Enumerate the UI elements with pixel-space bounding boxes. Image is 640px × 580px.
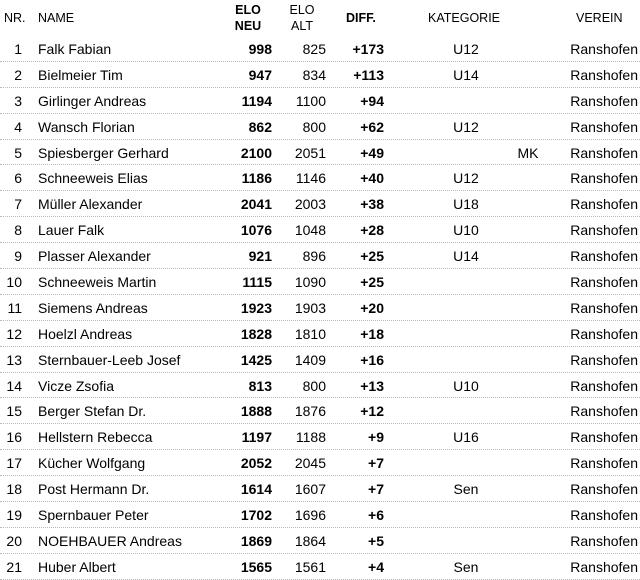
verein-cell: Ranshofen — [570, 377, 638, 394]
header-elo-neu-top: ELO — [235, 3, 261, 17]
elo-alt-cell: 2003 — [294, 196, 326, 213]
rank-cell: 16 — [6, 429, 22, 446]
rank-cell: 8 — [14, 222, 22, 239]
name-cell: Schneeweis Martin — [38, 274, 157, 291]
table-row — [0, 165, 640, 191]
verein-cell: Ranshofen — [570, 196, 638, 213]
elo-neu-cell: 947 — [248, 66, 272, 83]
diff-cell: +113 — [353, 66, 384, 83]
name-cell: Post Hermann Dr. — [38, 481, 150, 498]
kategorie-cell: U14 — [453, 66, 479, 83]
table-row — [0, 114, 640, 140]
table-row — [0, 88, 640, 114]
elo-neu-cell: 2052 — [240, 455, 272, 472]
rank-cell: 6 — [14, 170, 22, 187]
header-diff: DIFF. — [346, 11, 376, 25]
elo-neu-cell: 1186 — [241, 170, 272, 187]
name-cell: Hellstern Rebecca — [38, 429, 153, 446]
mk-cell: MK — [517, 144, 539, 161]
name-cell: Bielmeier Tim — [38, 66, 123, 83]
name-cell: NOEHBAUER Andreas — [38, 532, 182, 549]
diff-cell: +13 — [360, 377, 384, 394]
table-row — [0, 295, 640, 321]
rank-cell: 15 — [6, 403, 22, 420]
table-row — [0, 528, 640, 554]
elo-neu-cell: 1194 — [241, 92, 272, 109]
elo-alt-cell: 1100 — [295, 92, 326, 109]
elo-neu-cell: 1702 — [240, 507, 272, 524]
diff-cell: +16 — [360, 351, 384, 368]
name-cell: Siemens Andreas — [38, 299, 148, 316]
elo-neu-cell: 1614 — [240, 481, 272, 498]
header-verein: VEREIN — [576, 11, 623, 25]
diff-cell: +94 — [360, 92, 384, 109]
elo-alt-cell: 1090 — [294, 274, 326, 291]
elo-alt-cell: 800 — [302, 118, 326, 135]
elo-alt-cell: 1146 — [295, 170, 326, 187]
table-row — [0, 217, 640, 243]
verein-cell: Ranshofen — [570, 274, 638, 291]
rank-cell: 19 — [6, 507, 22, 524]
name-cell: Sternbauer-Leeb Josef — [38, 351, 181, 368]
elo-alt-cell: 1810 — [294, 325, 326, 342]
verein-cell: Ranshofen — [570, 558, 638, 575]
header-elo-alt-top: ELO — [289, 3, 315, 17]
verein-cell: Ranshofen — [570, 481, 638, 498]
name-cell: Lauer Falk — [38, 222, 105, 239]
diff-cell: +5 — [368, 532, 384, 549]
diff-cell: +25 — [360, 274, 384, 291]
diff-cell: +20 — [360, 299, 384, 316]
table-row — [0, 502, 640, 528]
elo-alt-cell: 2045 — [294, 455, 326, 472]
verein-cell: Ranshofen — [570, 325, 638, 342]
diff-cell: +40 — [360, 170, 384, 187]
elo-neu-cell: 1197 — [241, 429, 272, 446]
elo-alt-cell: 2051 — [294, 144, 326, 161]
elo-alt-cell: 1409 — [294, 351, 326, 368]
verein-cell: Ranshofen — [570, 299, 638, 316]
diff-cell: +7 — [368, 455, 384, 472]
name-cell: Huber Albert — [38, 558, 116, 575]
diff-cell: +173 — [352, 41, 384, 57]
rank-cell: 12 — [6, 325, 22, 342]
elo-alt-cell: 1048 — [294, 222, 326, 239]
elo-alt-cell: 896 — [302, 248, 326, 265]
kategorie-cell: U14 — [453, 248, 479, 265]
diff-cell: +28 — [360, 222, 384, 239]
elo-alt-cell: 1188 — [295, 429, 326, 446]
rank-cell: 20 — [6, 532, 22, 549]
kategorie-cell: U12 — [453, 118, 479, 135]
table-row — [0, 36, 640, 62]
rank-cell: 21 — [6, 558, 22, 575]
rank-cell: 7 — [14, 196, 22, 213]
name-cell: Kücher Wolfgang — [38, 455, 146, 472]
table-row — [0, 476, 640, 502]
diff-cell: +18 — [360, 325, 384, 342]
diff-cell: +25 — [360, 248, 384, 265]
elo-neu-cell: 1076 — [240, 222, 272, 239]
verein-cell: Ranshofen — [570, 170, 638, 187]
table-row — [0, 347, 640, 373]
diff-cell: +7 — [368, 481, 384, 498]
verein-cell: Ranshofen — [570, 532, 638, 549]
elo-neu-cell: 1425 — [240, 351, 272, 368]
elo-alt-cell: 834 — [302, 66, 326, 83]
table-row — [0, 321, 640, 347]
diff-cell: +9 — [368, 429, 384, 446]
kategorie-cell: Sen — [453, 481, 479, 498]
name-cell: Müller Alexander — [38, 196, 143, 213]
verein-cell: Ranshofen — [570, 222, 638, 239]
header-name: NAME — [38, 11, 75, 25]
verein-cell: Ranshofen — [570, 66, 638, 83]
diff-cell: +38 — [360, 196, 384, 213]
name-cell: Spernbauer Peter — [38, 507, 149, 524]
elo-alt-cell: 1607 — [294, 481, 326, 498]
elo-neu-cell: 1888 — [240, 403, 272, 420]
verein-cell: Ranshofen — [570, 118, 638, 135]
elo-alt-cell: 1864 — [294, 532, 326, 549]
elo-neu-cell: 1115 — [242, 274, 272, 291]
rank-cell: 5 — [14, 144, 22, 161]
rank-cell: 18 — [6, 481, 22, 498]
rank-cell: 14 — [6, 377, 22, 394]
elo-neu-cell: 2041 — [240, 196, 272, 213]
kategorie-cell: U10 — [453, 222, 479, 239]
kategorie-cell: U12 — [453, 41, 479, 57]
name-cell: Plasser Alexander — [38, 248, 151, 265]
verein-cell: Ranshofen — [570, 144, 638, 161]
verein-cell: Ranshofen — [570, 92, 638, 109]
name-cell: Falk Fabian — [38, 41, 112, 57]
elo-neu-cell: 998 — [248, 41, 272, 57]
rank-cell: 11 — [7, 299, 22, 316]
name-cell: Spiesberger Gerhard — [38, 144, 169, 161]
header-elo-neu-bottom: NEU — [234, 19, 262, 33]
rank-cell: 3 — [14, 92, 22, 109]
table-row — [0, 140, 640, 166]
name-cell: Girlinger Andreas — [38, 92, 147, 109]
diff-cell: +4 — [368, 558, 384, 575]
elo-alt-cell: 800 — [302, 377, 326, 394]
name-cell: Wansch Florian — [38, 118, 135, 135]
table-row — [0, 398, 640, 424]
table-row — [0, 243, 640, 269]
elo-alt-cell: 1876 — [294, 403, 326, 420]
verein-cell: Ranshofen — [570, 351, 638, 368]
header-elo-alt-bottom: ALT — [291, 19, 313, 33]
table-row — [0, 373, 640, 399]
elo-alt-cell: 1903 — [294, 299, 326, 316]
kategorie-cell: Sen — [453, 558, 479, 575]
rank-cell: 13 — [6, 351, 22, 368]
diff-cell: +62 — [360, 118, 384, 135]
elo-neu-cell: 1828 — [240, 325, 272, 342]
table-row — [0, 269, 640, 295]
table-row — [0, 191, 640, 217]
name-cell: Schneeweis Elias — [38, 170, 148, 187]
verein-cell: Ranshofen — [570, 403, 638, 420]
elo-neu-cell: 1565 — [240, 558, 272, 575]
table-row — [0, 62, 640, 88]
elo-neu-cell: 813 — [248, 377, 272, 394]
elo-neu-cell: 1923 — [240, 299, 272, 316]
header-kategorie: KATEGORIE — [428, 11, 501, 25]
elo-neu-cell: 1869 — [240, 532, 272, 549]
diff-cell: +6 — [368, 507, 384, 524]
table-row — [0, 424, 640, 450]
elo-alt-cell: 1696 — [294, 507, 326, 524]
diff-cell: +12 — [360, 403, 384, 420]
elo-alt-cell: 825 — [302, 41, 326, 57]
kategorie-cell: U18 — [453, 196, 479, 213]
table-row — [0, 554, 640, 580]
rank-cell: 1 — [14, 41, 22, 57]
rank-cell: 2 — [14, 66, 22, 83]
elo-neu-cell: 862 — [248, 118, 272, 135]
name-cell: Berger Stefan Dr. — [38, 403, 147, 420]
header-nr: NR. — [4, 11, 26, 25]
rank-cell: 4 — [14, 118, 22, 135]
elo-alt-cell: 1561 — [294, 558, 326, 575]
verein-cell: Ranshofen — [570, 429, 638, 446]
verein-cell: Ranshofen — [570, 455, 638, 472]
verein-cell: Ranshofen — [570, 248, 638, 265]
name-cell: Hoelzl Andreas — [38, 325, 133, 342]
table-row — [0, 450, 640, 476]
rank-cell: 9 — [14, 248, 22, 265]
elo-neu-cell: 2100 — [240, 144, 272, 161]
elo-neu-cell: 921 — [248, 248, 272, 265]
kategorie-cell: U16 — [453, 429, 479, 446]
kategorie-cell: U12 — [453, 170, 479, 187]
name-cell: Vicze Zsofia — [38, 377, 114, 394]
diff-cell: +49 — [360, 144, 384, 161]
table-header — [0, 0, 640, 40]
kategorie-cell: U10 — [453, 377, 479, 394]
verein-cell: Ranshofen — [570, 41, 638, 57]
verein-cell: Ranshofen — [570, 507, 638, 524]
table-body — [0, 36, 640, 580]
rank-cell: 10 — [6, 274, 22, 291]
rank-cell: 17 — [6, 455, 22, 472]
